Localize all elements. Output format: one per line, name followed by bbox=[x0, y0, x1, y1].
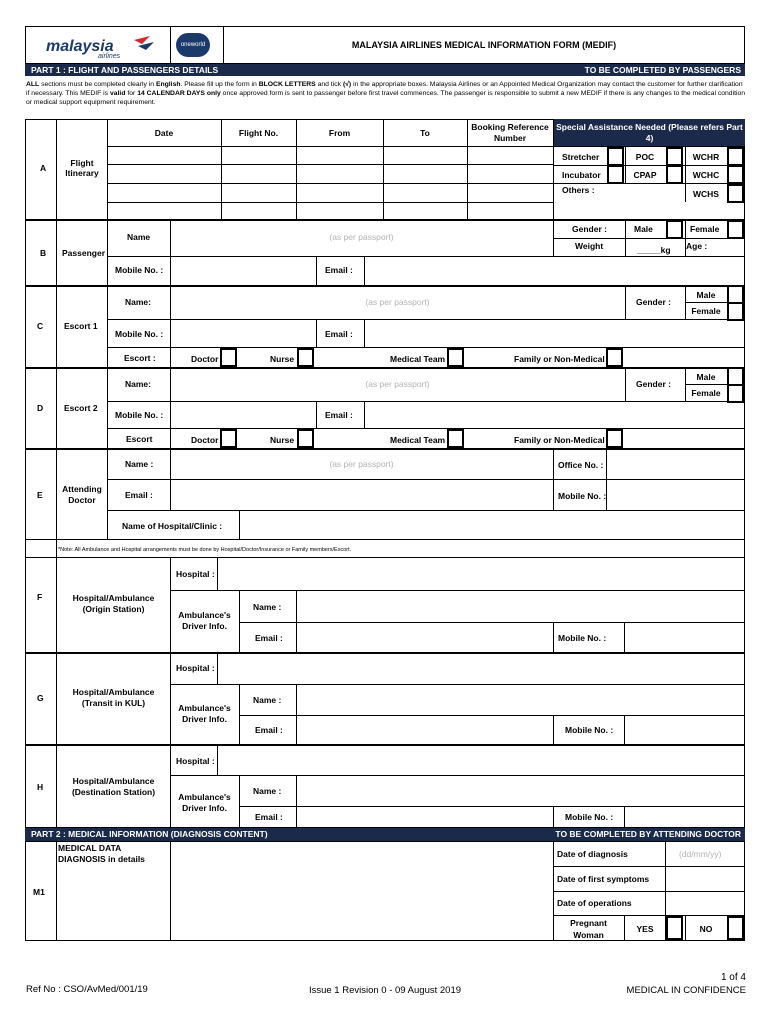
section-h-letter: H bbox=[37, 782, 44, 792]
instruction-segment: once approved form is sent to passenger before first travel commences. The passenger is responsible to submit a new MEDIF if there is any changes to the medical condition or medical support equipment requirement. bbox=[26, 90, 746, 106]
g-name-label: Name : bbox=[253, 695, 282, 705]
escort2-male-label: Male bbox=[696, 372, 716, 382]
confidentiality: MEDICAL IN CONFIDENCE bbox=[626, 985, 746, 996]
section-d-letter: D bbox=[37, 403, 44, 413]
h-hospital-label: Hospital : bbox=[176, 756, 215, 766]
instruction-segment: . Please fill up the form in bbox=[180, 81, 259, 88]
escort1-doctor-checkbox[interactable] bbox=[220, 348, 237, 367]
special-assistance-header: Special Assistance Needed (Please refers Part 4) bbox=[554, 119, 745, 146]
m1-first-symptoms-label: Date of first symptoms bbox=[557, 874, 650, 884]
escort1-female-label: Female bbox=[691, 306, 721, 316]
section-c-letter: C bbox=[37, 321, 44, 331]
m1-no-label: NO bbox=[699, 924, 713, 934]
section-c-label: Escort 1 bbox=[64, 321, 98, 331]
poc-checkbox[interactable] bbox=[666, 147, 683, 166]
section-m1-letter: M1 bbox=[33, 887, 45, 897]
m1-pregnant-label: Pregnant Woman bbox=[570, 918, 607, 940]
passenger-female-checkbox[interactable] bbox=[727, 220, 744, 239]
escort1-medteam-label: Medical Team bbox=[390, 354, 446, 364]
escort1-nurse-label: Nurse bbox=[270, 354, 295, 364]
m1-date-diagnosis-label: Date of diagnosis bbox=[557, 849, 628, 859]
passenger-email-label: Email : bbox=[325, 265, 353, 275]
escort2-type-label: Escort bbox=[126, 434, 153, 444]
f-email-label: Email : bbox=[255, 633, 283, 643]
escort2-female-checkbox[interactable] bbox=[727, 384, 744, 403]
wchs-checkbox[interactable] bbox=[727, 184, 744, 203]
escort2-nurse-checkbox[interactable] bbox=[297, 429, 314, 448]
incubator-checkbox[interactable] bbox=[607, 165, 624, 184]
f-mobile-label: Mobile No. : bbox=[558, 633, 607, 643]
form-title: MALAYSIA AIRLINES MEDICAL INFORMATION FORM (MEDIF) bbox=[351, 40, 617, 50]
passenger-male-label: Male bbox=[634, 224, 653, 234]
wchc-checkbox[interactable] bbox=[727, 165, 744, 184]
opt-incubator: Incubator bbox=[562, 170, 601, 180]
escort1-family-checkbox[interactable] bbox=[606, 348, 623, 367]
escort1-family-label: Family or Non-Medical bbox=[514, 354, 605, 364]
section-a-label: Flight Itinerary bbox=[65, 158, 99, 178]
doctor-hospital-label: Name of Hospital/Clinic : bbox=[122, 521, 223, 531]
f-hospital-label: Hospital : bbox=[176, 569, 215, 579]
opt-others: Others : bbox=[562, 185, 595, 195]
escort1-male-label: Male bbox=[696, 290, 716, 300]
m1-date-diagnosis-input[interactable]: (dd/mm/yy) bbox=[679, 849, 722, 859]
passenger-name-label: Name bbox=[127, 232, 151, 242]
section-b-label: Passenger bbox=[62, 248, 105, 258]
oneworld-logo bbox=[176, 33, 210, 57]
escort1-name-input[interactable]: (as per passport) bbox=[365, 297, 430, 307]
col-from: From bbox=[328, 128, 351, 138]
escort2-female-label: Female bbox=[691, 388, 721, 398]
svg-text:malaysia: malaysia bbox=[46, 38, 114, 55]
m1-yes-checkbox[interactable] bbox=[666, 916, 683, 940]
wchr-checkbox[interactable] bbox=[727, 147, 744, 166]
escort2-medteam-checkbox[interactable] bbox=[447, 429, 464, 448]
passenger-gender-label: Gender : bbox=[572, 224, 607, 234]
page-number: 1 of 4 bbox=[720, 972, 746, 983]
escort1-gender-label: Gender : bbox=[636, 297, 671, 307]
opt-wchr: WCHR bbox=[692, 152, 720, 162]
instruction-segment: BLOCK LETTERS bbox=[258, 81, 316, 88]
escort1-nurse-checkbox[interactable] bbox=[297, 348, 314, 367]
instruction-segment: for bbox=[125, 90, 138, 97]
section-d-label: Escort 2 bbox=[64, 403, 98, 413]
col-booking: Booking Reference Number bbox=[471, 122, 549, 143]
escort1-type-label: Escort : bbox=[124, 353, 156, 363]
part1-right: TO BE COMPLETED BY PASSENGERS bbox=[584, 65, 741, 75]
h-name-label: Name : bbox=[253, 786, 282, 796]
f-driver-label: Ambulance's Driver Info. bbox=[178, 610, 231, 631]
escort2-name-input[interactable]: (as per passport) bbox=[365, 379, 430, 389]
part2-title: PART 2 : MEDICAL INFORMATION (DIAGNOSIS CONTENT) bbox=[31, 829, 268, 839]
passenger-weight-label: Weight bbox=[575, 241, 604, 251]
instruction-segment: sections must be completed clearly in bbox=[39, 81, 156, 88]
escort2-family-checkbox[interactable] bbox=[606, 429, 623, 448]
instruction-segment: ALL bbox=[26, 81, 40, 88]
escort1-doctor-label: Doctor bbox=[191, 354, 219, 364]
instruction-segment: English bbox=[155, 81, 181, 88]
opt-poc: POC bbox=[635, 152, 655, 162]
section-m1-label: MEDICAL DATA DIAGNOSIS in details bbox=[58, 843, 145, 864]
h-email-label: Email : bbox=[255, 812, 283, 822]
opt-cpap: CPAP bbox=[633, 170, 657, 180]
escort1-medteam-checkbox[interactable] bbox=[447, 348, 464, 367]
passenger-name-input[interactable]: (as per passport) bbox=[329, 232, 394, 242]
doctor-name-input[interactable]: (as per passport) bbox=[329, 459, 394, 469]
escort2-family-label: Family or Non-Medical bbox=[514, 435, 605, 445]
part1-title: PART 1 : FLIGHT AND PASSENGERS DETAILS bbox=[31, 65, 219, 75]
g-email-label: Email : bbox=[255, 725, 283, 735]
col-flight: Flight No. bbox=[238, 128, 279, 138]
escort1-mobile-label: Mobile No. : bbox=[115, 329, 164, 339]
h-driver-label: Ambulance's Driver Info. bbox=[178, 792, 231, 813]
passenger-age-label: Age : bbox=[686, 241, 708, 251]
instruction-segment: and tick bbox=[315, 81, 343, 88]
oneworld-text: oneworld bbox=[180, 42, 206, 48]
escort1-female-checkbox[interactable] bbox=[727, 302, 744, 321]
doctor-email-label: Email : bbox=[125, 490, 153, 500]
part2-bar bbox=[25, 828, 745, 841]
g-driver-label: Ambulance's Driver Info. bbox=[178, 703, 231, 724]
escort2-doctor-label: Doctor bbox=[191, 435, 219, 445]
escort2-doctor-checkbox[interactable] bbox=[220, 429, 237, 448]
h-mobile-label: Mobile No. : bbox=[565, 812, 614, 822]
m1-no-checkbox[interactable] bbox=[727, 916, 744, 940]
col-to: To bbox=[420, 128, 430, 138]
section-g-letter: G bbox=[37, 693, 44, 703]
instruction-segment: valid bbox=[109, 90, 126, 97]
instruction-segment: 14 CALENDAR DAYS only bbox=[137, 90, 221, 97]
passenger-male-checkbox[interactable] bbox=[666, 220, 683, 239]
m1-operations-label: Date of operations bbox=[557, 898, 632, 908]
doctor-office-label: Office No. : bbox=[558, 460, 604, 470]
stretcher-checkbox[interactable] bbox=[607, 147, 624, 166]
g-hospital-label: Hospital : bbox=[176, 663, 215, 673]
escort2-email-label: Email : bbox=[325, 410, 353, 420]
svg-text:airlines: airlines bbox=[98, 53, 121, 60]
section-g-label: Hospital/Ambulance (Transit in KUL) bbox=[72, 687, 155, 708]
escort2-gender-label: Gender : bbox=[636, 379, 671, 389]
escort1-name-label: Name: bbox=[125, 297, 151, 307]
part2-right: TO BE COMPLETED BY ATTENDING DOCTOR bbox=[555, 829, 741, 839]
section-a-letter: A bbox=[40, 163, 47, 173]
doctor-mobile-label: Mobile No. : bbox=[558, 491, 607, 501]
col-date: Date bbox=[154, 128, 174, 138]
cpap-checkbox[interactable] bbox=[666, 165, 683, 184]
section-f-letter: F bbox=[37, 592, 43, 602]
opt-wchc: WCHC bbox=[692, 170, 720, 180]
malaysia-airlines-logo bbox=[42, 34, 162, 60]
section-b-letter: B bbox=[40, 248, 47, 258]
issue-revision: Issue 1 Revision 0 - 09 August 2019 bbox=[308, 985, 462, 996]
reference-number: Ref No : CSO/AvMed/001/19 bbox=[26, 984, 148, 995]
g-mobile-label: Mobile No. : bbox=[565, 725, 614, 735]
opt-wchs: WCHS bbox=[693, 189, 719, 199]
section-e-label: Attending Doctor bbox=[62, 484, 102, 505]
doctor-name-label: Name : bbox=[125, 459, 154, 469]
section-e-letter: E bbox=[37, 490, 43, 500]
opt-stretcher: Stretcher bbox=[562, 152, 600, 162]
instruction-segment: (√) bbox=[342, 81, 352, 88]
escort2-medteam-label: Medical Team bbox=[390, 435, 446, 445]
escort2-name-label: Name: bbox=[125, 379, 151, 389]
passenger-weight-input[interactable]: _____kg bbox=[637, 245, 671, 255]
instructions bbox=[26, 80, 746, 107]
section-f-label: Hospital/Ambulance (Origin Station) bbox=[72, 593, 155, 614]
escort2-mobile-label: Mobile No. : bbox=[115, 410, 164, 420]
m1-yes-label: YES bbox=[636, 924, 654, 934]
instruction-segment: in the appropriate boxes. Malaysia Airlines or an Appointed Medical Organization may contact the customer for further clarification if necessary. This MEDIF is bbox=[26, 81, 743, 97]
escort2-nurse-label: Nurse bbox=[270, 435, 295, 445]
part1-bar bbox=[25, 64, 745, 76]
f-name-label: Name : bbox=[253, 602, 282, 612]
ambulance-note: *Note: All Ambulance and Hospital arrangements must be done by Hospital/Doctor/Insurance or Family members/Escort. bbox=[58, 547, 352, 553]
passenger-female-label: Female bbox=[690, 224, 720, 234]
section-h-label: Hospital/Ambulance (Destination Station) bbox=[71, 776, 156, 797]
passenger-mobile-label: Mobile No. : bbox=[115, 265, 164, 275]
escort1-email-label: Email : bbox=[325, 329, 353, 339]
